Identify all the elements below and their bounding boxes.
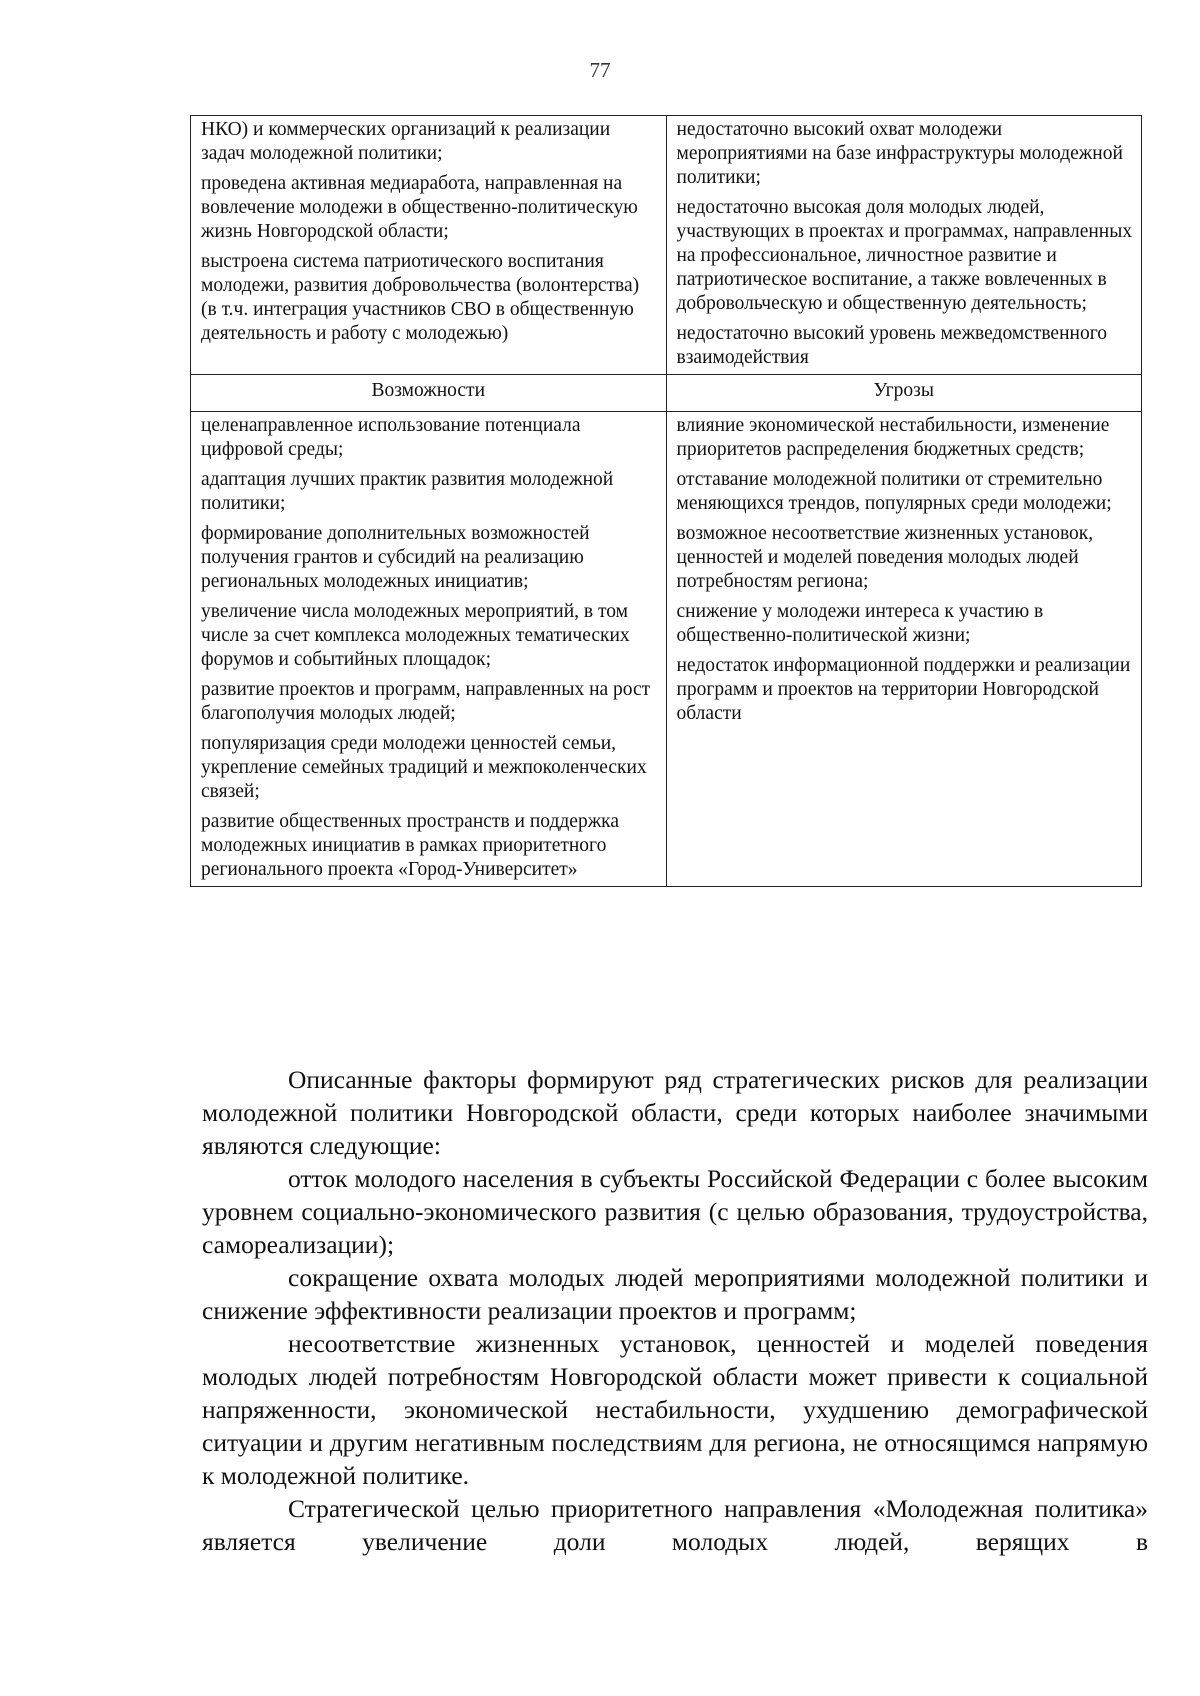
- list-item: формирование дополнительных возможностей получения грантов и субсидий на реализацию региональных молодежных инициатив;: [201, 523, 590, 592]
- list-item: недостаточно высокий уровень межведомственного взаимодействия: [676, 323, 1107, 368]
- list-item: влияние экономической нестабильности, изменение приоритетов распределения бюджетных средств;: [676, 415, 1110, 460]
- list-item: адаптация лучших практик развития молодежной политики;: [201, 469, 614, 514]
- paragraph: Описанные факторы формируют ряд стратегических рисков для реализации молодежной политики Новгородской области, среди которых наиболее значимыми являются следующие:: [202, 1065, 1148, 1160]
- body-text: [202, 1063, 1148, 1558]
- list-item: недостаточно высокая доля молодых людей, участвующих в проектах и программах, направленных на профессиональное, личностное развитие и патриотическое воспитание, а также вовлеченных в добровольческую и общественную деятельность;: [676, 197, 1133, 314]
- list-item: выстроена система патриотического воспитания молодежи, развития добровольчества (волонтерства) (в т.ч. интеграция участников СВО в общественную деятельность и работу с молодежью): [201, 251, 640, 344]
- threats-cell: [666, 412, 1142, 887]
- list-item: НКО) и коммерческих организаций к реализации задач молодежной политики;: [201, 119, 611, 164]
- paragraph: сокращение охвата молодых людей мероприятиями молодежной политики и снижение эффективности реализации проектов и программ;: [202, 1263, 1148, 1325]
- list-item: развитие проектов и программ, направленных на рост благополучия молодых людей;: [201, 679, 651, 724]
- page-number: 77: [589, 58, 611, 82]
- table-header-row: [191, 375, 1142, 412]
- paragraph: отток молодого населения в субъекты Российской Федерации с более высоким уровнем социально-экономического развития (с целью образования, трудоустройства, самореализации);: [202, 1164, 1148, 1259]
- opportunities-cell: [191, 412, 667, 887]
- strengths-cell: [191, 116, 667, 375]
- list-item: проведена активная медиаработа, направленная на вовлечение молодежи в общественно-политическую жизнь Новгородской области;: [201, 173, 638, 242]
- table-row: [191, 116, 1142, 375]
- list-item: развитие общественных пространств и поддержка молодежных инициатив в рамках приоритетного регионального проекта «Город-Университет»: [201, 811, 620, 880]
- list-item: снижение у молодежи интереса к участию в общественно-политической жизни;: [676, 601, 1044, 646]
- weaknesses-cell: [666, 116, 1142, 375]
- list-item: отставание молодежной политики от стремительно меняющихся трендов, популярных среди молодежи;: [676, 469, 1112, 514]
- list-item: недостаток информационной поддержки и реализации программ и проектов на территории Новгородской области: [676, 655, 1131, 724]
- list-item: недостаточно высокий охват молодежи мероприятиями на базе инфраструктуры молодежной политики;: [676, 119, 1123, 188]
- list-item: увеличение числа молодежных мероприятий, в том числе за счет комплекса молодежных тематических форумов и событийных площадок;: [201, 601, 630, 670]
- threats-header: Угрозы: [666, 375, 1142, 412]
- list-item: целенаправленное использование потенциала цифровой среды;: [201, 415, 581, 460]
- list-item: популяризация среди молодежи ценностей семьи, укрепление семейных традиций и межпоколенческих связей;: [201, 733, 647, 802]
- swot-table: [190, 115, 1142, 887]
- table-row: [191, 412, 1142, 887]
- paragraph: Стратегической целью приоритетного направления «Молодежная политика» является увеличение доли молодых людей, верящих в: [202, 1494, 1148, 1556]
- list-item: возможное несоответствие жизненных установок, ценностей и моделей поведения молодых людей потребностям региона;: [676, 523, 1094, 592]
- opportunities-header: Возможности: [191, 375, 667, 412]
- paragraph: несоответствие жизненных установок, ценностей и моделей поведения молодых людей потребностям Новгородской области может привести к социальной напряженности, экономической нестабильности, ухудшению демографической ситуации и другим негативным последствиям для региона, не относящимся напрямую к молодежной политике.: [202, 1329, 1148, 1490]
